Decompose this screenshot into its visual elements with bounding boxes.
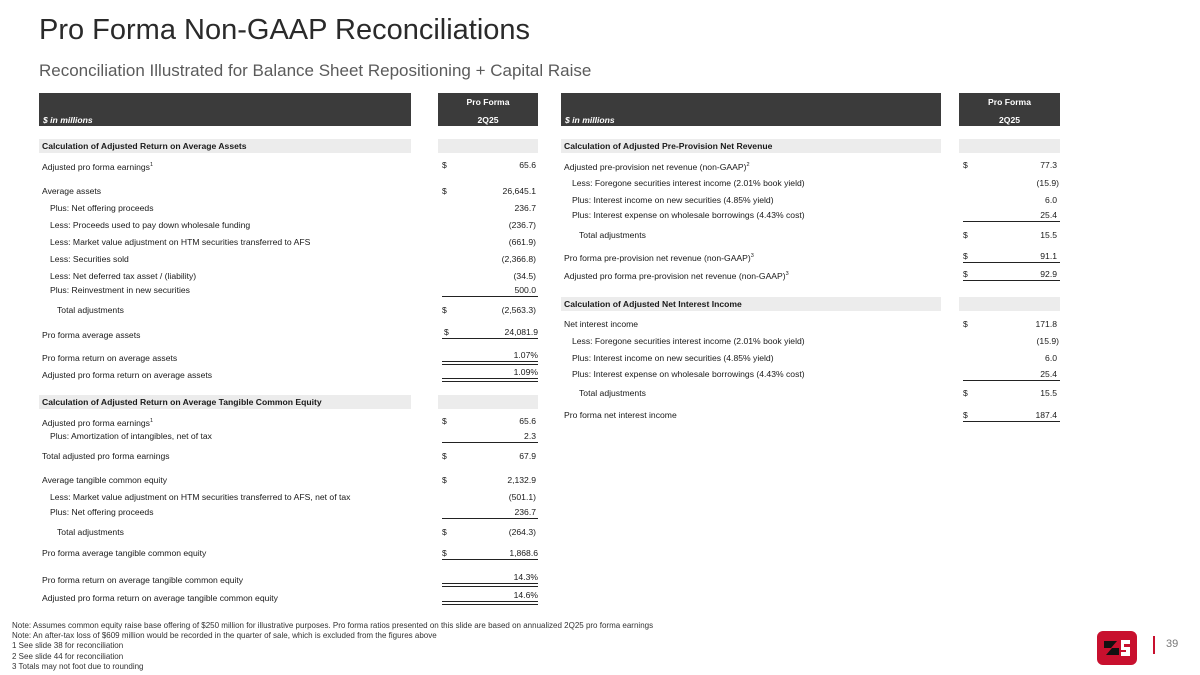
section-header-nii: Calculation of Adjusted Net Interest Income [561,297,1061,311]
note-loss: Note: An after-tax loss of $609 million would be recorded in the quarter of sale, which is excluded from the figures above [12,631,437,641]
table-row: Less: Market value adjustment on HTM securities transferred to AFS, net of tax (501.1) [50,492,536,502]
page-number: 39 [1166,638,1179,650]
table-row: Plus: Interest income on new securities (4.85% yield) 6.0 [572,195,1057,205]
table-row: Pro forma average assets $ 24,081.9 [42,327,538,340]
table-row: Plus: Interest expense on wholesale borrowings (4.43% cost) 25.4 [561,367,1061,381]
footnote-3: 3 Totals may not foot due to rounding [12,661,144,671]
table-header [561,93,1061,126]
table-row: Pro forma average tangible common equity $ 1,868.6 [42,548,538,558]
section-header-rotce: Calculation of Adjusted Return on Average Tangible Common Equity [39,395,541,409]
page-title: Pro Forma Non-GAAP Reconciliations [39,14,531,46]
units-label: $ in millions [565,115,615,125]
table-row: Plus: Amortization of intangibles, net of tax 2.3 [50,431,536,441]
section-header-roa: Calculation of Adjusted Return on Average Assets [39,139,541,153]
table-row: Pro forma return on average assets 1.07% [42,350,538,363]
table-row: Less: Market value adjustment on HTM securities transferred to AFS (661.9) [50,237,536,247]
table-row: Plus: Interest income on new securities (4.85% yield) 6.0 [572,353,1057,363]
table-row: Adjusted pro forma return on average tangible common equity 14.6% [42,590,538,603]
table-row: Total adjustments $ (2,563.3) [57,305,536,315]
table-row: Plus: Reinvestment in new securities 500.0 [50,285,536,295]
note-offering: Note: Assumes common equity raise base offering of $250 million for illustrative purposes. Pro forma ratios presented on this slide are based on annualized 2Q25 pro forma earnings [12,621,654,630]
company-logo-icon [1097,631,1137,665]
table-row: Less: Proceeds used to pay down wholesale funding (236.7) [50,220,536,230]
table-row: Plus: Net offering proceeds 236.7 [50,507,536,517]
table-row: Total adjustments $ 15.5 [579,388,1057,398]
footnote-2: 2 See slide 44 for reconciliation [12,651,124,661]
footer-divider [1153,636,1155,654]
table-row: Adjusted pre-provision net revenue (non-GAAP)$^2$ $ 77.3 [564,160,1057,172]
section-header-ppnr: Calculation of Adjusted Pre-Provision Net Revenue [561,139,1061,153]
table-row: Net interest income $ 171.8 [564,319,1057,329]
footnotes [12,621,653,672]
page-subtitle: Reconciliation Illustrated for Balance Sheet Repositioning + Capital Raise [39,61,592,80]
roa-rotce-table [39,93,541,603]
table-row: Pro forma pre-provision net revenue (non-GAAP)$^3$ $ 91.1 [561,249,1061,263]
table-row: Average tangible common equity $ 2,132.9 [42,475,536,485]
table-row: Less: Foregone securities interest income (2.01% book yield) (15.9) [572,336,1059,346]
table-row: Pro forma net interest income $ 187.4 [561,408,1061,422]
table-row: Adjusted pro forma earnings$^1$ $ 65.6 [42,160,536,172]
table-row: Less: Net deferred tax asset / (liability) (34.5) [50,271,536,281]
table-row: Adjusted pro forma return on average assets 1.09% [42,367,538,380]
column-header-pro-forma: Pro Forma [988,97,1031,107]
table-row: Less: Foregone securities interest income (2.01% book yield) (15.9) [572,178,1059,188]
table-row: Average assets $ 26,645.1 [42,186,536,196]
units-label: $ in millions [43,115,93,125]
column-header-period: 2Q25 [998,115,1021,125]
table-row: Plus: Interest expense on wholesale borrowings (4.43% cost) 25.4 [561,208,1061,222]
table-row: Pro forma return on average tangible common equity 14.3% [42,572,538,585]
ppnr-nii-table [561,93,1061,420]
table-row: Total adjustments $ (264.3) [57,527,536,537]
footnote-1: 1 See slide 38 for reconciliation [12,641,124,651]
column-header-pro-forma: Pro Forma [466,97,510,107]
table-row: Less: Securities sold (2,366.8) [50,254,536,264]
table-row: Plus: Net offering proceeds 236.7 [50,203,536,213]
table-header [39,93,541,126]
column-header-period: 2Q25 [477,115,499,125]
table-row: Total adjusted pro forma earnings $ 67.9 [42,451,536,461]
table-row: Adjusted pro forma pre-provision net revenue (non-GAAP)$^3$ $ 92.9 [561,267,1061,281]
table-row: Total adjustments $ 15.5 [579,230,1057,240]
table-row: Adjusted pro forma earnings$^1$ $ 65.6 [42,416,536,428]
